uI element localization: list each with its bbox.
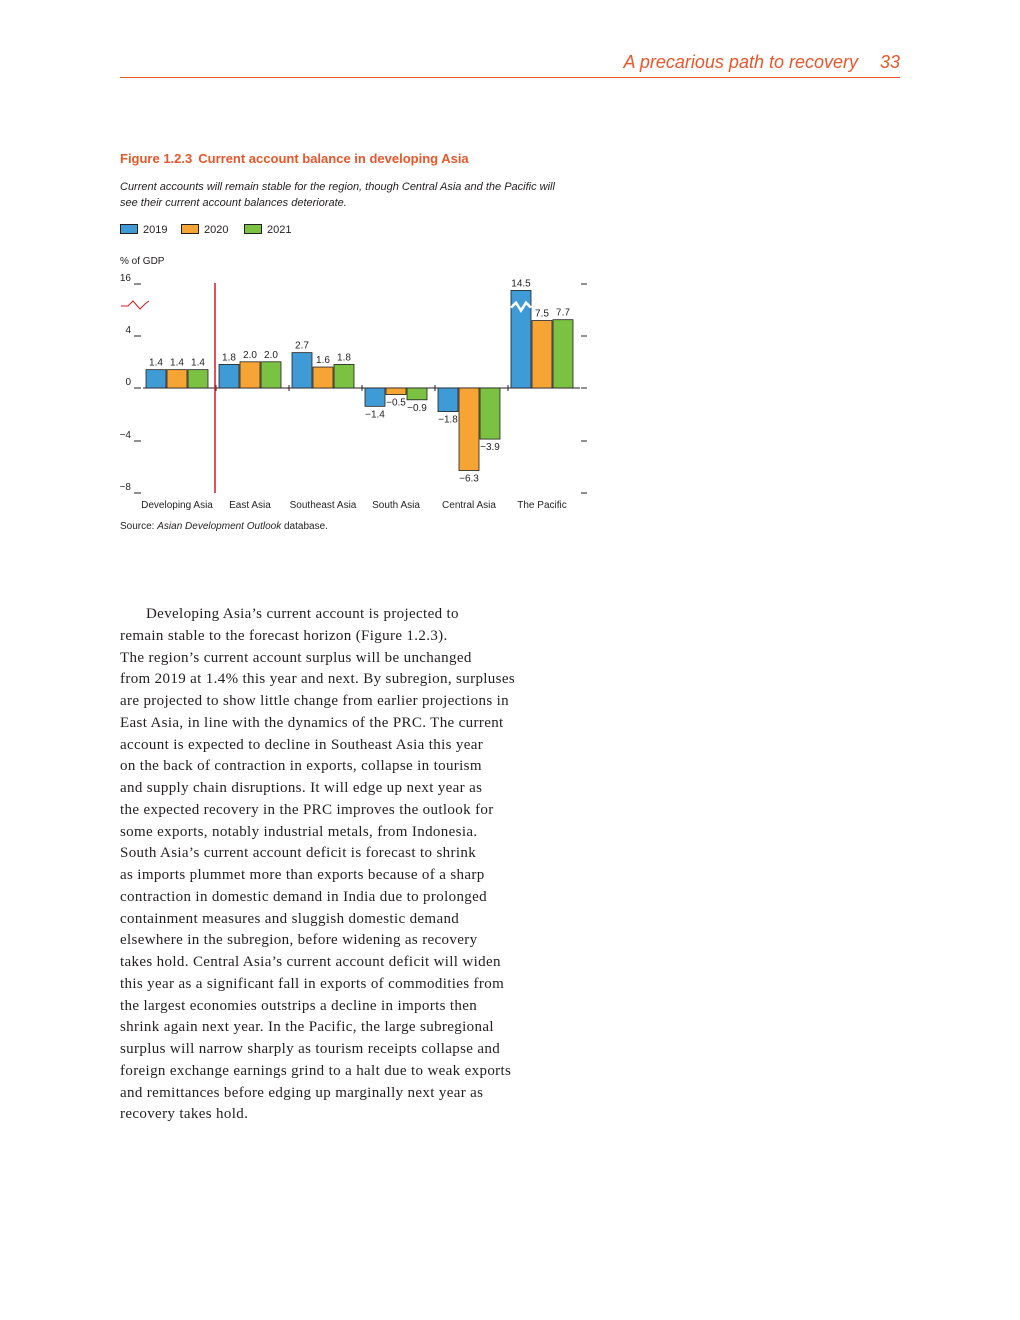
bar-value-label: 1.8 — [337, 352, 351, 364]
bar-value-label: 7.7 — [556, 307, 570, 319]
axis-break-icon — [121, 301, 149, 309]
bar-value-label: −3.9 — [480, 442, 500, 454]
body-paragraph — [120, 604, 590, 1126]
running-title: A precarious path to recovery — [623, 52, 858, 72]
body-line: takes hold. Central Asia’s current account deficit will widen — [120, 954, 501, 970]
bar-value-label: 1.6 — [316, 355, 330, 367]
y-tick-label: −8 — [119, 482, 131, 493]
body-line: elsewhere in the subregion, before widening as recovery — [120, 932, 478, 949]
x-category-label: South Asia — [372, 500, 420, 511]
x-category-label: The Pacific — [517, 500, 567, 511]
y-tick-label: 0 — [125, 377, 131, 388]
bar-2021 — [553, 320, 573, 388]
figure-subtitle: Current accounts will remain stable for the region, though Central Asia and the Pacific will see their current account balances deteriorate. — [120, 181, 555, 209]
body-line: from 2019 at 1.4% this year and next. By subregion, surpluses — [120, 671, 516, 688]
source-prefix: Source: — [120, 521, 158, 532]
figure-title-text: Current account balance in developing Asia — [198, 151, 469, 166]
bar-2020 — [313, 367, 333, 388]
bar-2019 — [292, 353, 312, 388]
body-line: the expected recovery in the PRC improves the outlook for — [120, 801, 494, 818]
bar-value-label: −1.4 — [365, 409, 385, 421]
legend-label-2019: 2019 — [143, 224, 168, 236]
body-line: East Asia, in line with the dynamics of the PRC. The current — [120, 714, 504, 731]
bar-value-label: 2.0 — [264, 349, 278, 361]
bar-value-label: 1.8 — [222, 352, 236, 364]
legend-label-2020: 2020 — [204, 224, 229, 236]
bar-2021 — [188, 370, 208, 388]
y-tick-label: 4 — [125, 325, 131, 336]
body-line: this year as a significant fall in exports of commodities from — [120, 975, 505, 992]
body-line: surplus will narrow sharply as tourism receipts collapse and — [120, 1041, 501, 1057]
body-line: foreign exchange earnings grind to a halt due to weak exports — [120, 1062, 512, 1079]
bar-2021 — [261, 362, 281, 388]
y-axis-label: % of GDP — [120, 256, 165, 267]
bar-2020 — [386, 388, 406, 395]
body-line: contraction in domestic demand in India due to prolonged — [120, 888, 488, 905]
source-publication: Asian Development Outlook — [157, 521, 282, 532]
bar-value-label: −6.3 — [459, 473, 479, 485]
x-category-label: Southeast Asia — [289, 500, 357, 511]
chart-plot-area — [120, 273, 587, 511]
body-line: shrink again next year. In the Pacific, the large subregional — [120, 1019, 494, 1036]
bar-value-label: 14.5 — [511, 278, 531, 290]
bar-value-label: −0.9 — [407, 402, 427, 414]
body-line: remain stable to the forecast horizon (Figure 1.2.3). — [120, 627, 448, 644]
bar-2019 — [219, 364, 239, 388]
bar-value-label: 2.0 — [243, 349, 257, 361]
bar-value-label: 1.4 — [191, 357, 205, 369]
bar-2021 — [334, 364, 354, 388]
bar-2019 — [438, 388, 458, 412]
body-line: and supply chain disruptions. It will edge up next year as — [120, 780, 483, 796]
x-category-label: Central Asia — [442, 500, 496, 511]
bar-2019 — [365, 388, 385, 406]
bar-value-label: 2.7 — [295, 340, 309, 352]
body-line: are projected to show little change from earlier projections in — [120, 693, 509, 709]
body-line: some exports, notably industrial metals, from Indonesia. — [120, 823, 478, 840]
body-line: and remittances before edging up marginally next year as — [120, 1084, 484, 1101]
x-category-label: East Asia — [229, 500, 271, 511]
page-number: 33 — [879, 52, 900, 72]
bar-2020 — [167, 370, 187, 388]
bar-value-label: 1.4 — [170, 357, 184, 369]
source-suffix: database. — [281, 521, 328, 532]
body-line: The region’s current account surplus will be unchanged — [120, 649, 472, 666]
bar-2020 — [459, 388, 479, 471]
figure-number: Figure 1.2.3 — [120, 151, 193, 166]
bar-value-label: −0.5 — [386, 397, 406, 409]
bar-value-label: −1.8 — [438, 414, 458, 426]
bar-2019 — [146, 370, 166, 388]
figure-source — [120, 521, 328, 532]
body-line: the largest economies outstrips a decline in imports then — [120, 997, 478, 1014]
body-line: account is expected to decline in Southeast Asia this year — [120, 736, 484, 753]
legend-label-2021: 2021 — [267, 224, 292, 236]
body-line: recovery takes hold. — [120, 1106, 249, 1123]
bar-2020 — [532, 321, 552, 388]
bar-value-label: 7.5 — [535, 308, 549, 320]
bar-2020 — [240, 362, 260, 388]
body-line: as imports plummet more than exports because of a sharp — [120, 867, 485, 883]
body-line: South Asia’s current account deficit is forecast to shrink — [120, 845, 477, 862]
y-tick-label: 16 — [119, 273, 131, 284]
body-line: Developing Asia’s current account is projected to — [146, 606, 459, 622]
bar-value-label: 1.4 — [149, 357, 163, 369]
body-line: containment measures and sluggish domestic demand — [120, 910, 460, 927]
body-line: on the back of contraction in exports, collapse in tourism — [120, 758, 482, 775]
y-tick-label: −4 — [119, 430, 131, 441]
bar-2021 — [480, 388, 500, 439]
bar-2021 — [407, 388, 427, 400]
x-category-label: Developing Asia — [141, 500, 213, 511]
